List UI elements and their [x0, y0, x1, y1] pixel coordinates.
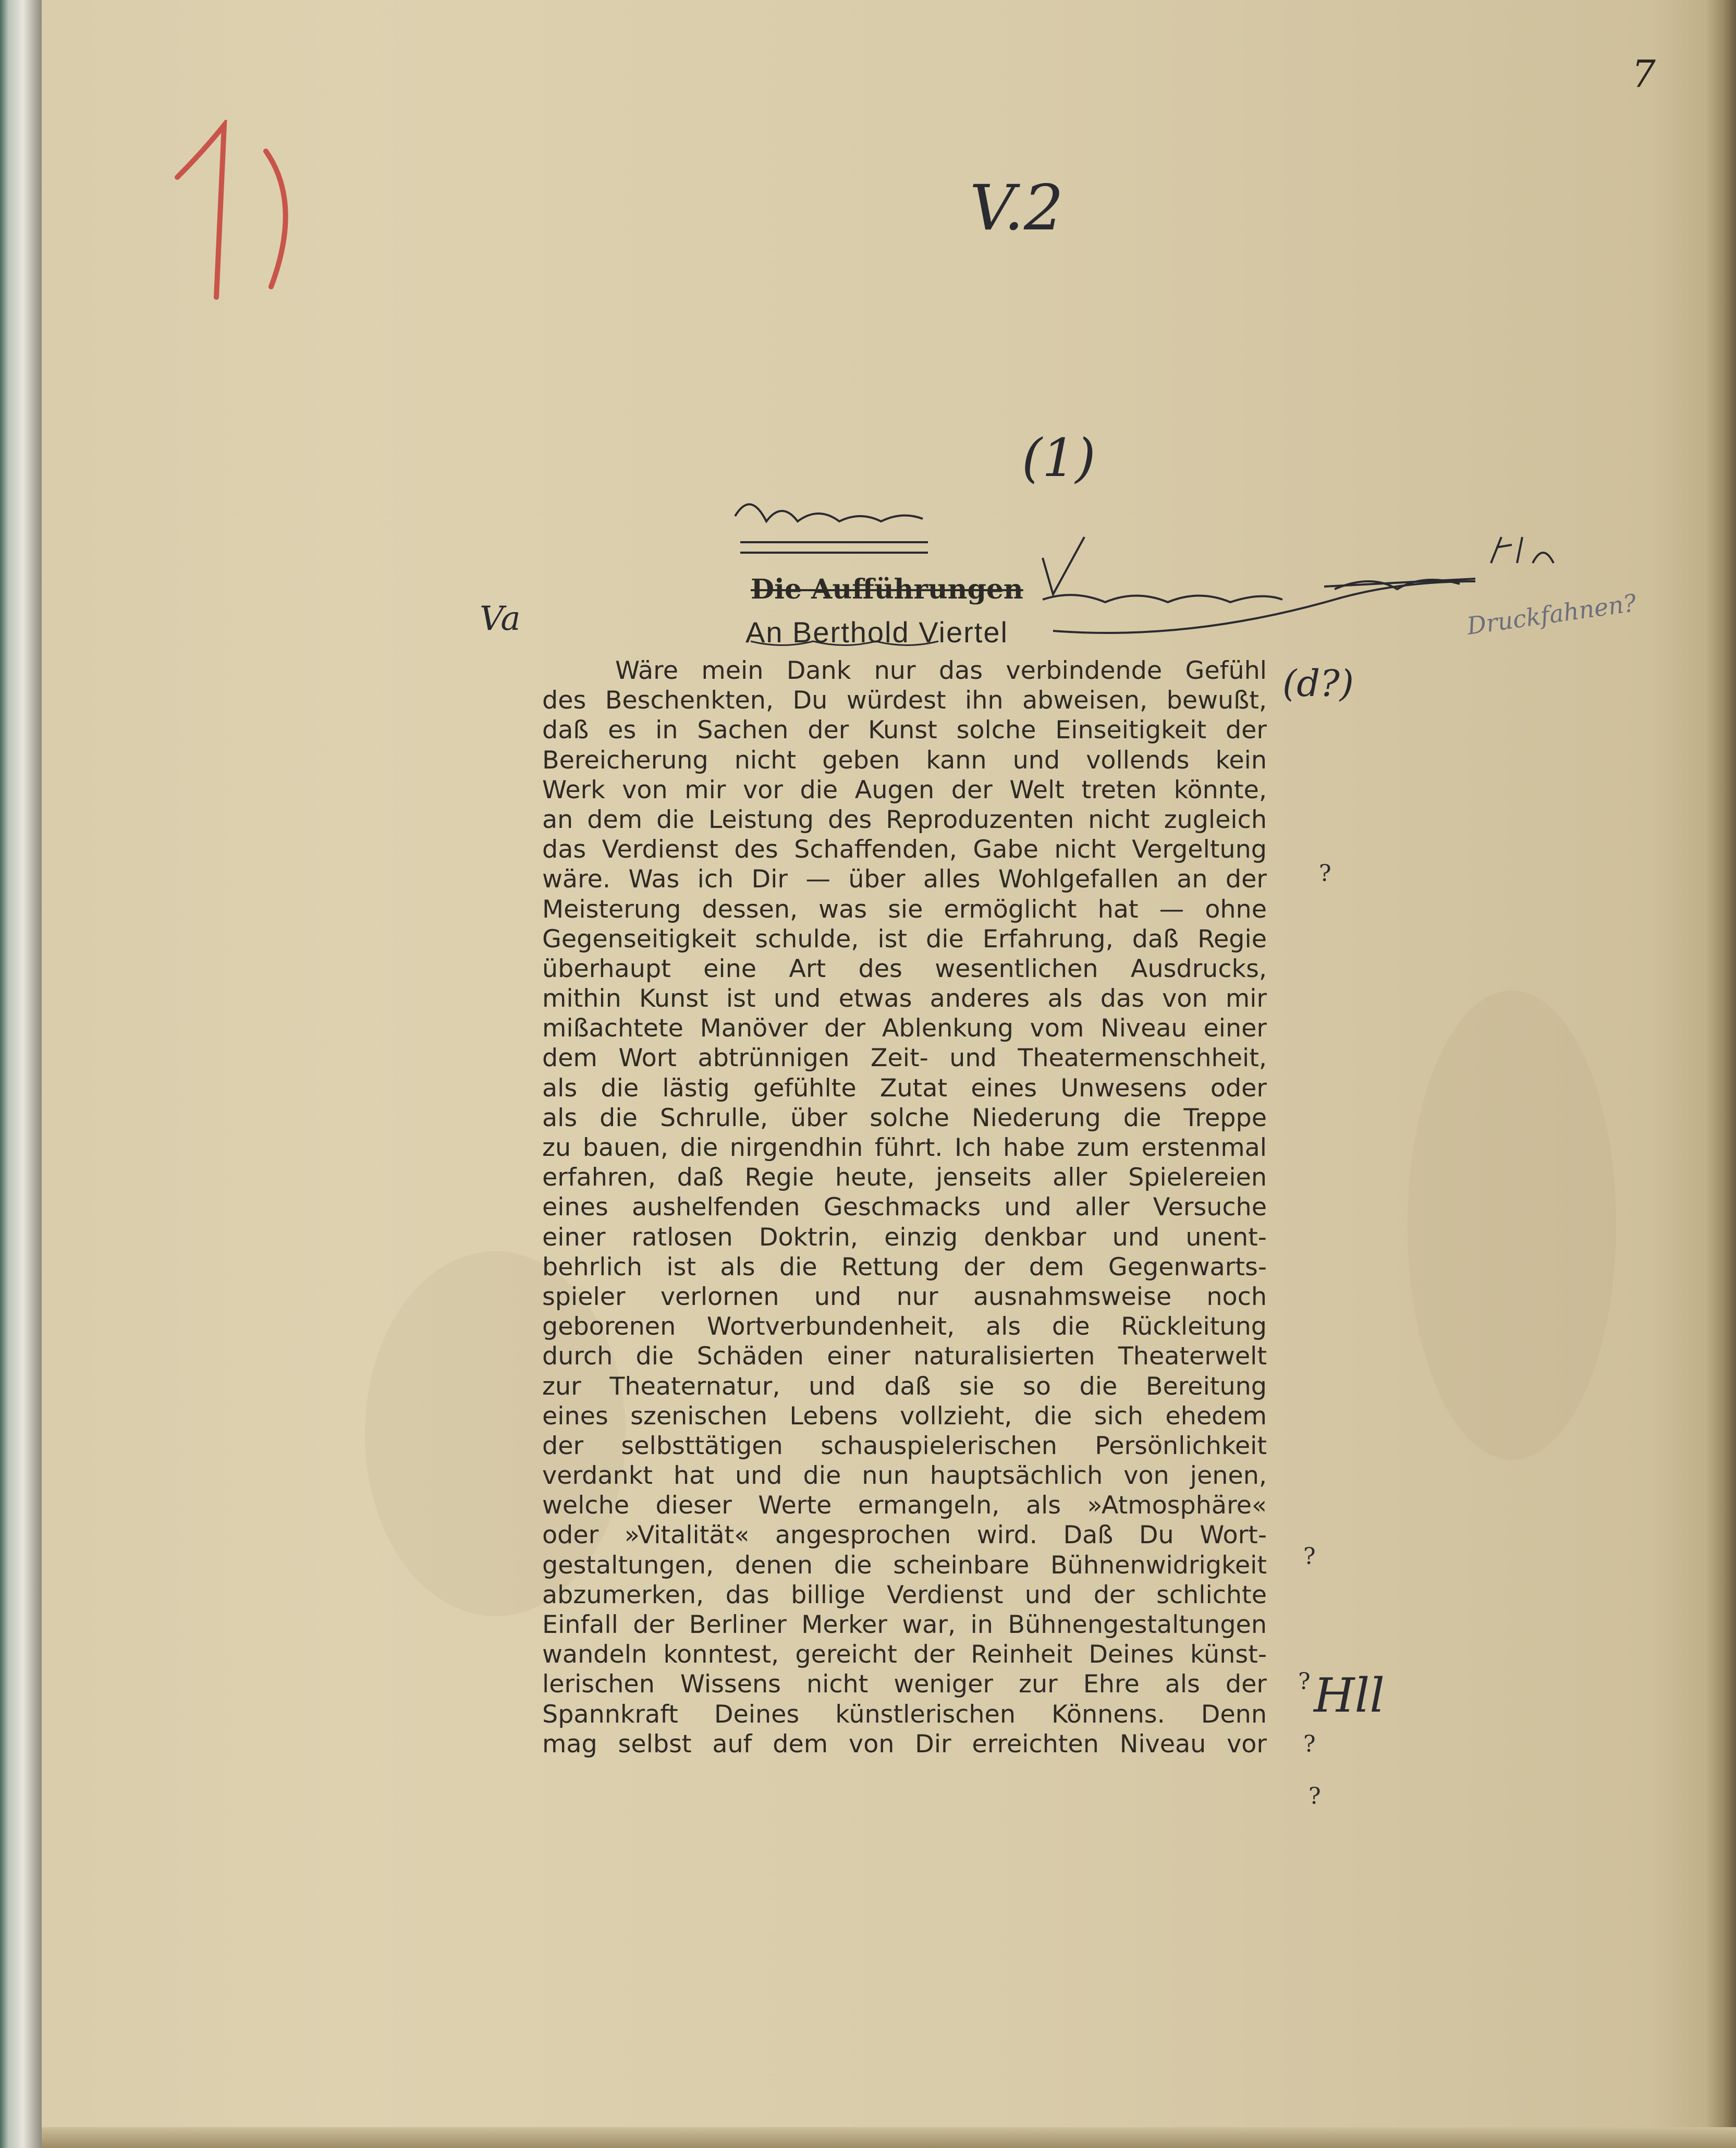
text-line: Gegenseitigkeit schulde, ist die Erfahrung, daß Regie: [542, 924, 1267, 954]
text-line: zu bauen, die nirgendhin führt. Ich habe zum erstenmal: [542, 1133, 1267, 1162]
text-line: eines aushelfenden Geschmacks und aller Versuche: [542, 1193, 1267, 1222]
text-line: als die lästig gefühlte Zutat eines Unwesens oder: [542, 1073, 1267, 1103]
text-line: wandeln konntest, gereicht der Reinheit Deines künst-: [542, 1640, 1267, 1669]
text-line: der selbsttätigen schauspielerischen Persönlichkeit: [542, 1431, 1267, 1460]
text-line: Bereicherung nicht geben kann und vollends kein: [542, 746, 1267, 775]
right-margin-annotation: (d?): [1282, 662, 1354, 705]
text-line: Spannkraft Deines künstlerischen Könnens. Denn: [542, 1700, 1267, 1729]
text-line: des Beschenkten, Du würdest ihn abweisen, bewußt,: [542, 686, 1267, 715]
text-line: Wäre mein Dank nur das verbindende Gefühl: [615, 656, 1267, 685]
text-line: geborenen Wortverbundenheit, als die Rückleitung: [542, 1312, 1267, 1341]
question-mark: ?: [1319, 860, 1331, 887]
page-number: 7: [1632, 52, 1656, 96]
text-line: spieler verlornen und nur ausnahmsweise noch: [542, 1282, 1267, 1311]
text-line: gestaltungen, denen die scheinbare Bühnenwidrigkeit: [542, 1551, 1267, 1580]
text-line: mithin Kunst ist und etwas anderes als das von mir: [542, 984, 1267, 1014]
text-line: das Verdienst des Schaffenden, Gabe nicht Vergeltung: [542, 835, 1267, 864]
question-mark: ?: [1298, 1668, 1311, 1695]
paper-stain: [1408, 991, 1616, 1460]
red-pencil-mark: [167, 120, 302, 318]
upper-annotation: (1): [1022, 428, 1096, 489]
text-line: welche dieser Werte ermangeln, als »Atmosphäre«: [542, 1491, 1267, 1520]
faint-pencil-annotation: Druckfahnen?: [1465, 588, 1639, 640]
text-line: daß es in Sachen der Kunst solche Einseitigkeit der: [542, 716, 1267, 745]
left-margin-annotation: Va: [480, 600, 521, 638]
text-line: durch die Schäden einer naturalisierten Theaterwelt: [542, 1342, 1267, 1371]
text-line: mag selbst auf dem von Dir erreichten Niveau vor: [542, 1729, 1267, 1759]
page-title: Die Aufführungen: [751, 573, 1023, 605]
text-line: verdankt hat und die nun hauptsächlich von jenen,: [542, 1461, 1267, 1491]
text-line: Einfall der Berliner Merker war, in Bühnengestaltungen: [542, 1610, 1267, 1639]
text-line: zur Theaternatur, und daß sie so die Bereitung: [542, 1372, 1267, 1401]
text-line: als die Schrulle, über solche Niederung die Treppe: [542, 1103, 1267, 1132]
text-line: dem Wort abtrünnigen Zeit- und Theatermenschheit,: [542, 1044, 1267, 1073]
page-edge-right: [1705, 0, 1736, 2148]
dedication-line: An Berthold Viertel: [745, 616, 1008, 649]
text-line: Meisterung dessen, was sie ermöglicht hat — ohne: [542, 895, 1267, 924]
lower-margin-annotation: Hll: [1314, 1668, 1385, 1723]
question-mark: ?: [1303, 1543, 1316, 1570]
text-line: eines szenischen Lebens vollzieht, die sich ehedem: [542, 1401, 1267, 1431]
text-line: Werk von mir vor die Augen der Welt treten könnte,: [542, 775, 1267, 804]
text-line: lerischen Wissens nicht weniger zur Ehre als der: [542, 1670, 1267, 1699]
text-line: überhaupt eine Art des wesentlichen Ausdrucks,: [542, 954, 1267, 983]
text-line: abzumerken, das billige Verdienst und der schlichte: [542, 1580, 1267, 1609]
page-edge-bottom: [42, 2127, 1736, 2148]
text-line: einer ratlosen Doktrin, einzig denkbar und unent-: [542, 1223, 1267, 1252]
text-line: mißachtete Manöver der Ablenkung vom Niveau einer: [542, 1014, 1267, 1043]
text-line: erfahren, daß Regie heute, jenseits aller Spielereien: [542, 1163, 1267, 1192]
text-line: oder »Vitalität« angesprochen wird. Daß Du Wort-: [542, 1521, 1267, 1550]
text-line: behrlich ist als die Rettung der dem Gegenwarts-: [542, 1252, 1267, 1282]
book-binding: [0, 0, 42, 2148]
question-mark: ?: [1309, 1783, 1321, 1810]
text-line: wäre. Was ich Dir — über alles Wohlgefallen an der: [542, 865, 1267, 894]
version-note: V.2: [970, 172, 1064, 245]
body-text: [542, 656, 1267, 1759]
question-mark: ?: [1303, 1731, 1316, 1758]
text-line: an dem die Leistung des Reproduzenten nicht zugleich: [542, 805, 1267, 834]
